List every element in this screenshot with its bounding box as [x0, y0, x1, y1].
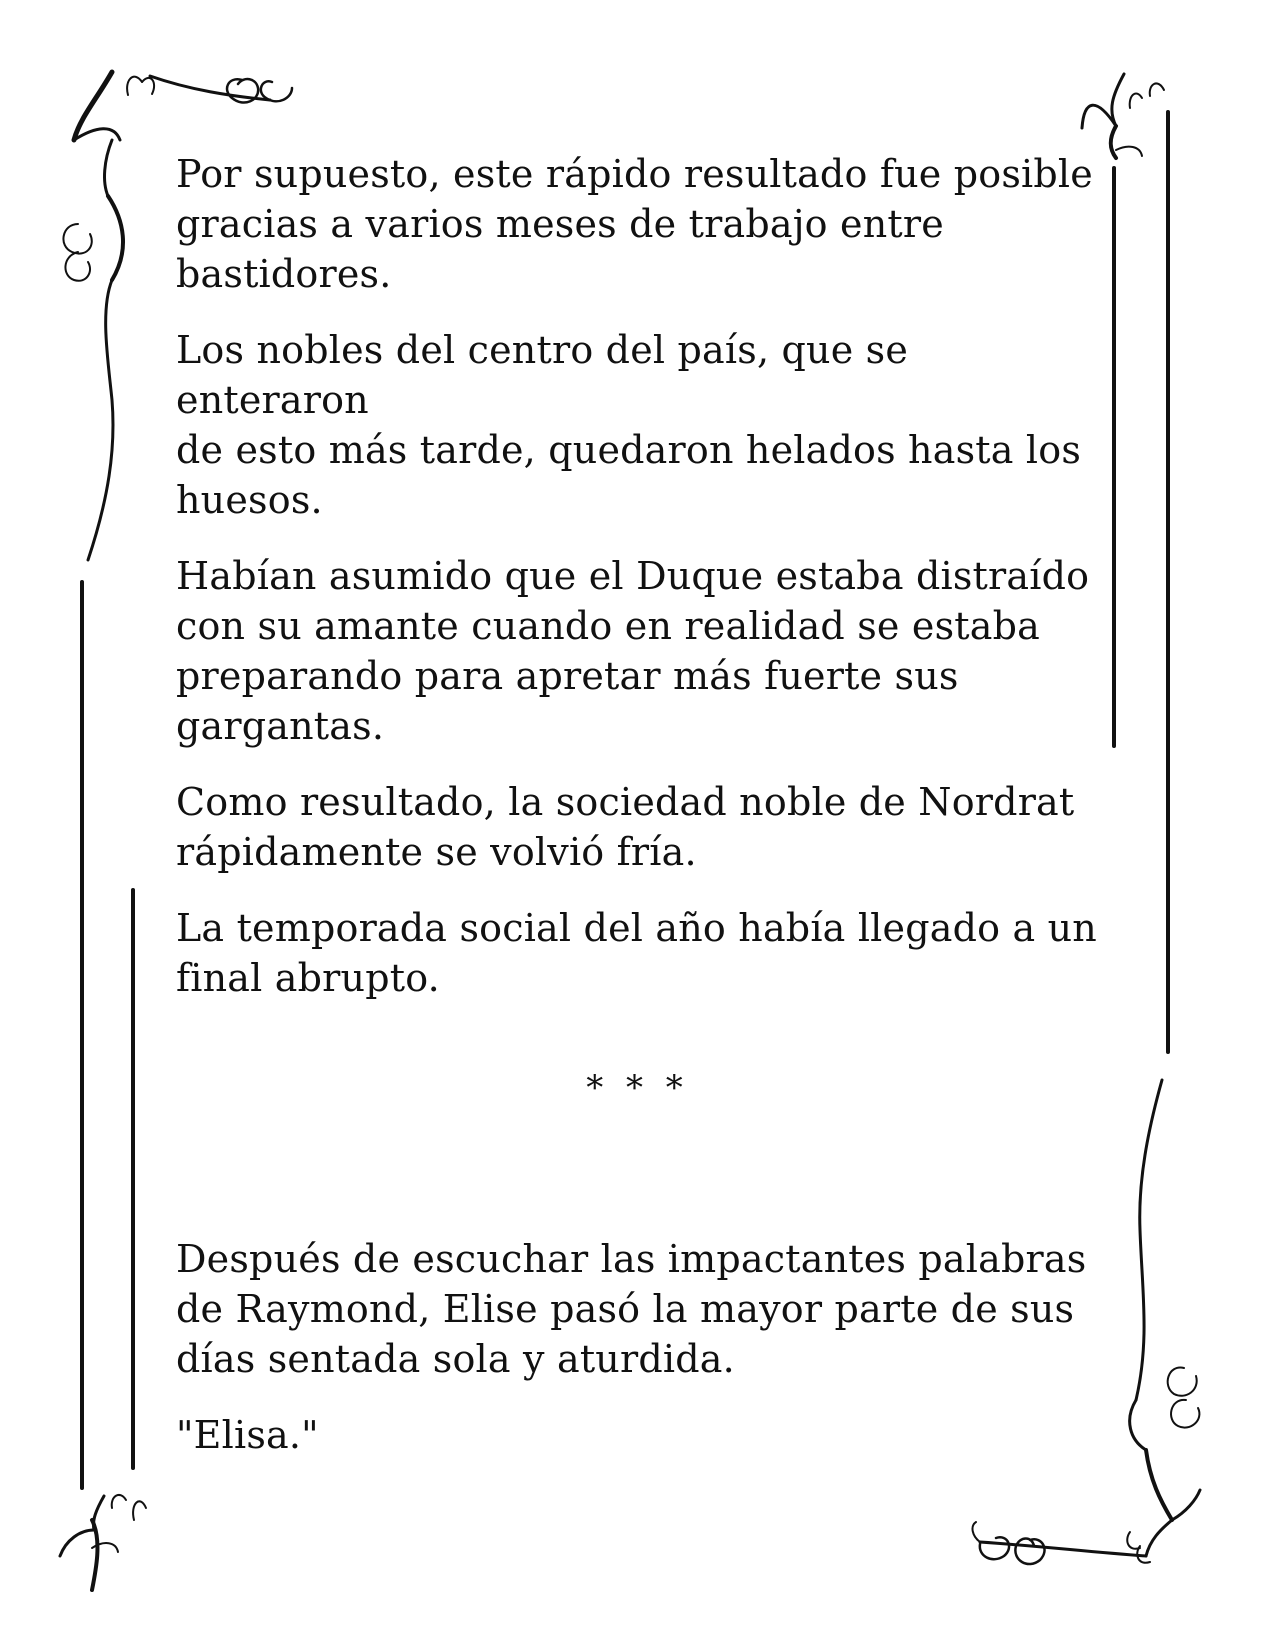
paragraph-5: La temporada social del año había llegado a un final abrupto.	[176, 906, 1097, 1000]
paragraph-4: Como resultado, la sociedad noble de Nordrat rápidamente se volvió fría.	[176, 780, 1075, 874]
bottom-left-flourish-icon	[60, 1495, 146, 1590]
paragraph-2: Los nobles del centro del país, que se enteraron de esto más tarde, quedaron helados hasta los huesos.	[176, 328, 1082, 522]
main-text-top	[176, 149, 1106, 1029]
main-text-bottom	[176, 1234, 1106, 1486]
paragraph-6: Después de escuchar las impactantes palabras de Raymond, Elise pasó la mayor parte de sus días sentada sola y aturdida.	[176, 1237, 1087, 1381]
paragraph-1: Por supuesto, este rápido resultado fue posible gracias a varios meses de trabajo entre bastidores.	[176, 152, 1093, 296]
top-right-flourish-icon	[1082, 74, 1164, 158]
paragraph-7: "Elisa."	[176, 1413, 319, 1457]
paragraph-3: Habían asumido que el Duque estaba distraído con su amante cuando en realidad se estaba preparando para apretar más fuerte sus gargantas.	[176, 554, 1090, 748]
scene-separator: * * *	[586, 1068, 689, 1108]
